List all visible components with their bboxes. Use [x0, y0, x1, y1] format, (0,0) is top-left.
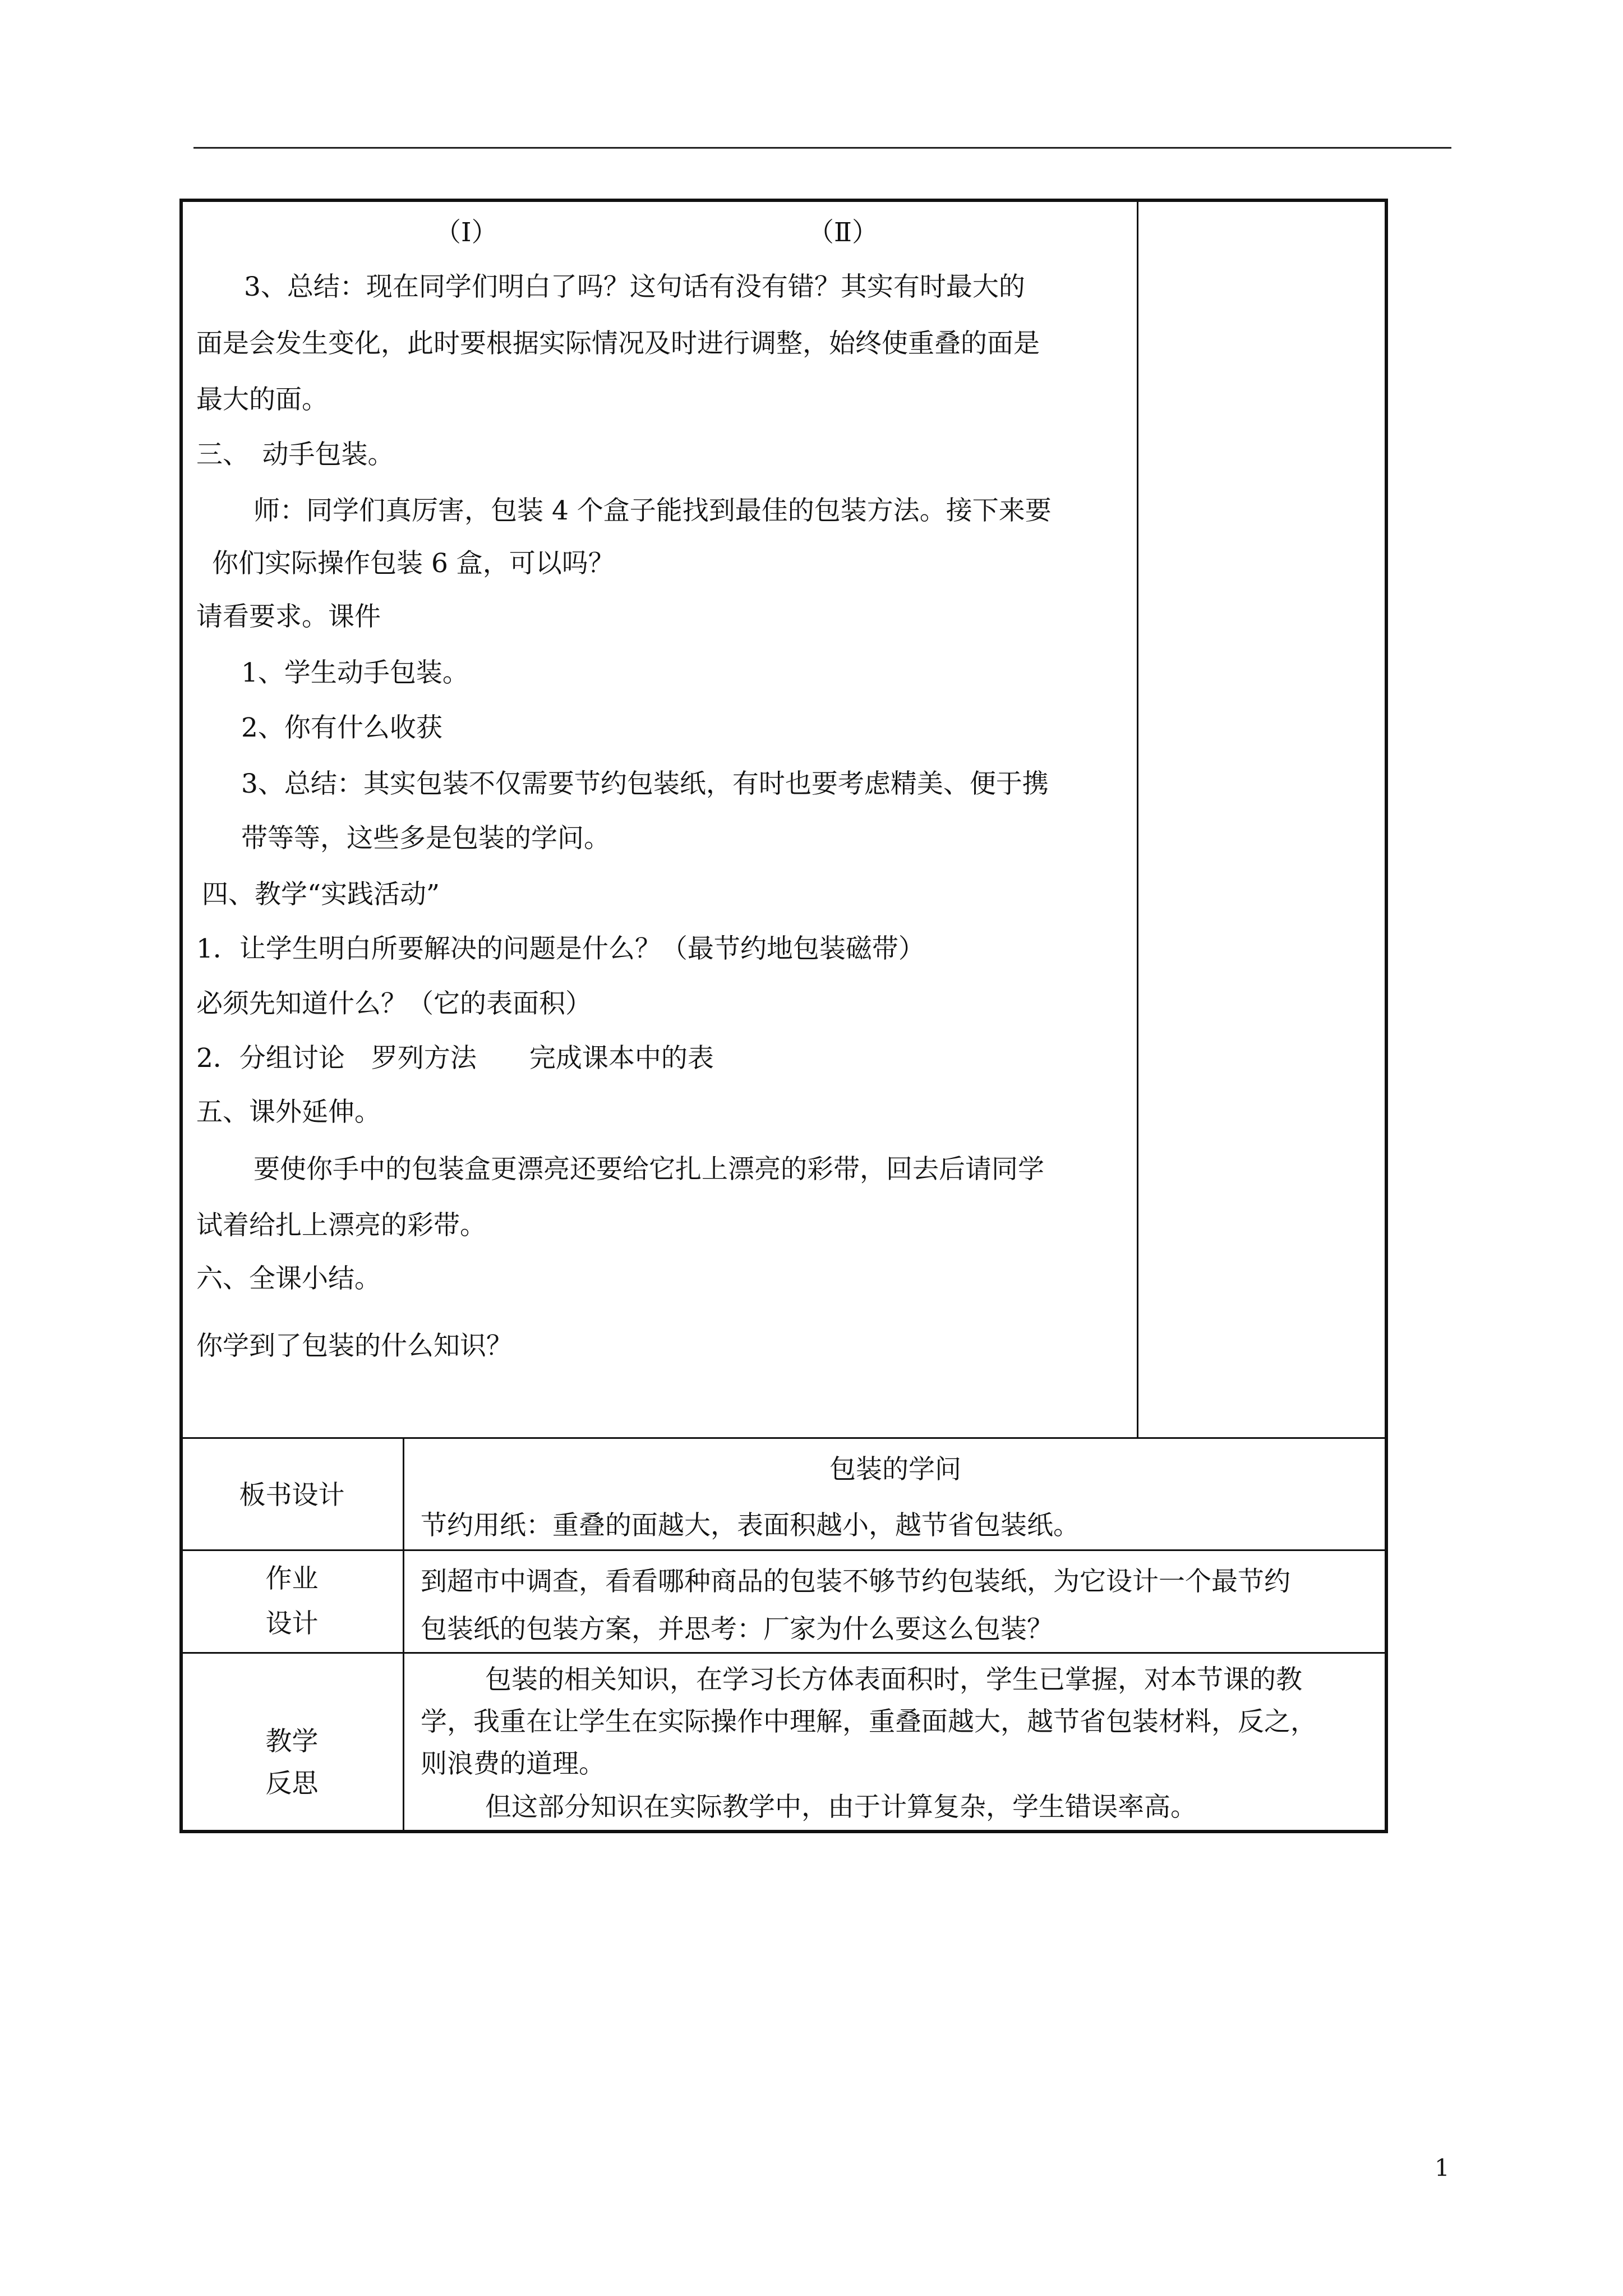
homework-text-line: 到超市中调查，看看哪种商品的包装不够节约包装纸，为它设计一个最节约	[421, 1566, 1290, 1597]
reflection-text-line: 但这部分知识在实际教学中，由于计算复杂，学生错误率高。	[485, 1792, 1197, 1823]
board-title: 包装的学问	[829, 1454, 961, 1485]
row-divider-reflection	[179, 1652, 1388, 1654]
row-divider-board	[179, 1437, 1388, 1439]
lesson-line: 必须先知道什么？（它的表面积）	[196, 988, 592, 1019]
lesson-line: 2、你有什么收获	[241, 712, 442, 743]
homework-label-line-1: 作业	[265, 1563, 319, 1594]
section-heading: 五、课外延伸。	[196, 1097, 381, 1128]
reflection-text-line: 学，我重在让学生在实际操作中理解，重叠面越大，越节省包装材料，反之，	[421, 1706, 1317, 1737]
page-number: 1	[1435, 2154, 1450, 2182]
lesson-line: 3、总结：其实包装不仅需要节约包装纸，有时也要考虑精美、便于携	[241, 769, 1049, 799]
lesson-line: 1．让学生明白所要解决的问题是什么？（最节约地包装磁带）	[196, 933, 925, 964]
row-divider-homework	[179, 1549, 1388, 1551]
label-column-divider	[403, 1437, 404, 1833]
figure-label-two: （Ⅱ）	[808, 217, 878, 248]
lesson-line: 1、学生动手包装。	[241, 657, 469, 688]
figure-label-one: （Ⅰ）	[435, 217, 498, 248]
homework-label-line-2: 设计	[265, 1608, 319, 1639]
board-design-label: 板书设计	[239, 1480, 345, 1511]
section-heading: 六、全课小结。	[196, 1263, 381, 1294]
reflection-label-line-2: 反思	[265, 1768, 319, 1799]
lesson-line: 请看要求。课件	[196, 601, 381, 632]
lesson-line: 带等等，这些多是包装的学问。	[241, 823, 610, 854]
lesson-line: 你们实际操作包装 6 盒，可以吗？	[212, 548, 615, 579]
reflection-text-line: 包装的相关知识，在学习长方体表面积时，学生已掌握，对本节课的教	[485, 1664, 1302, 1695]
lesson-line: 面是会发生变化，此时要根据实际情况及时进行调整，始终使重叠的面是	[196, 328, 1040, 359]
lesson-line: 3、总结：现在同学们明白了吗？这句话有没有错？其实有时最大的	[244, 272, 1025, 302]
section-heading: 四、教学“实践活动”	[202, 879, 440, 910]
section-heading: 三、 动手包装。	[196, 439, 394, 470]
lesson-line: 要使你手中的包装盒更漂亮还要给它扎上漂亮的彩带，回去后请同学	[253, 1154, 1044, 1185]
notes-column-divider	[1137, 199, 1138, 1438]
lesson-line: 2．分组讨论 罗列方法 完成课本中的表	[196, 1043, 714, 1074]
header-rule	[193, 147, 1451, 149]
lesson-line: 最大的面。	[196, 384, 328, 415]
homework-text-line: 包装纸的包装方案，并思考：厂家为什么要这么包装？	[421, 1614, 1053, 1645]
lesson-line: 你学到了包装的什么知识？	[196, 1331, 513, 1361]
reflection-text-line: 则浪费的道理。	[421, 1749, 605, 1779]
reflection-label-line-1: 教学	[265, 1726, 319, 1757]
lesson-line: 师：同学们真厉害，包装 4 个盒子能找到最佳的包装方法。接下来要	[253, 495, 1052, 526]
board-content: 节约用纸：重叠的面越大，表面积越小，越节省包装纸。	[421, 1510, 1080, 1541]
lesson-line: 试着给扎上漂亮的彩带。	[196, 1210, 486, 1241]
